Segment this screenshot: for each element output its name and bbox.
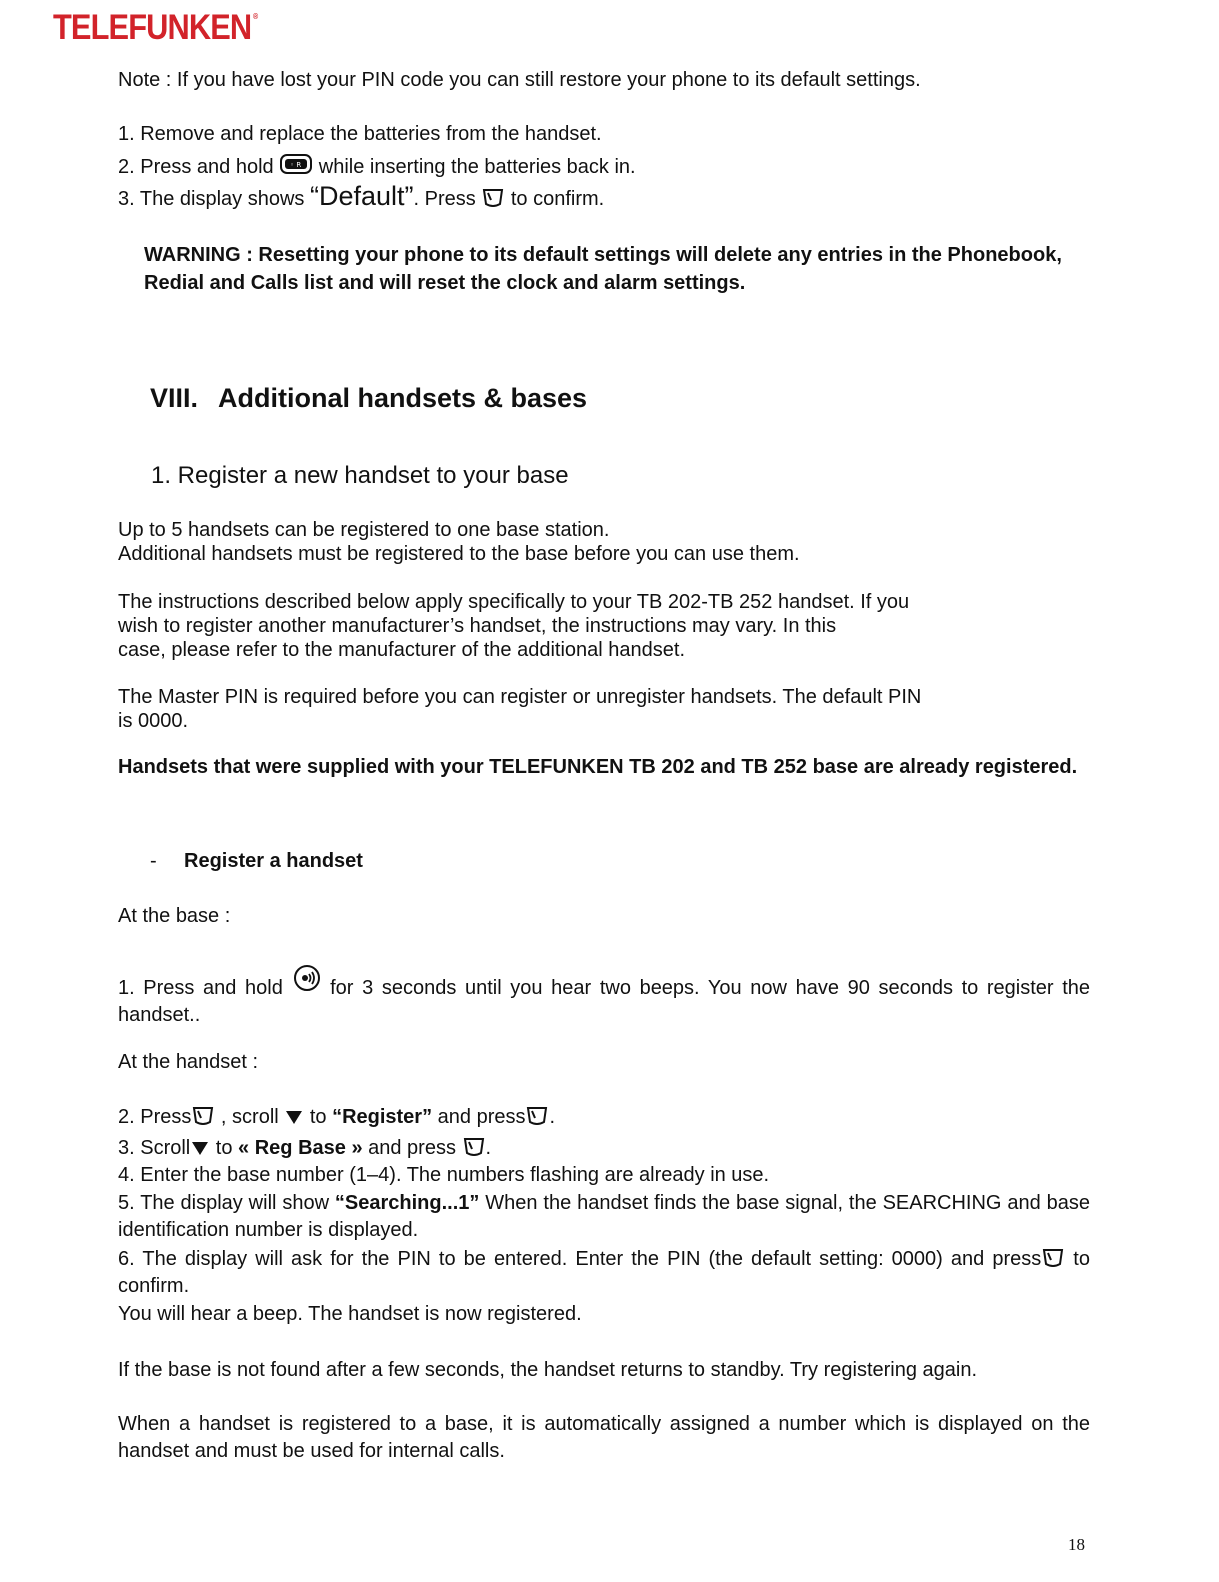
at-handset-label: At the handset : bbox=[118, 1051, 259, 1073]
ok-key-icon bbox=[191, 1105, 215, 1127]
handset-step-5: 5. The display will show “Searching...1” When the handset finds the base signal, the SEARCHING and base identification number is displayed. bbox=[118, 1192, 1090, 1241]
brand-logo: TELEFUNKEN ® bbox=[53, 8, 258, 47]
ok-key-icon bbox=[481, 187, 505, 209]
handset-step-6-result: You will hear a beep. The handset is now registered. bbox=[118, 1303, 582, 1325]
ok-key-icon bbox=[525, 1105, 549, 1127]
page-number: 18 bbox=[1068, 1535, 1085, 1554]
handset-step-6: 6. The display will ask for the PIN to be entered. Enter the PIN (the default setting: 0000) and press to confirm. bbox=[118, 1248, 1090, 1297]
handset-step-4: 4. Enter the base number (1–4). The numbers flashing are already in use. bbox=[118, 1164, 770, 1186]
intercom-key-icon bbox=[279, 153, 313, 177]
para1-line1: Up to 5 handsets can be registered to one base station. bbox=[118, 519, 610, 541]
subsection-title: 1. Register a new handset to your base bbox=[151, 462, 569, 489]
ok-key-icon bbox=[462, 1136, 486, 1158]
section-number: VIII. bbox=[150, 383, 199, 413]
reset-step-1: 1. Remove and replace the batteries from the handset. bbox=[118, 123, 602, 145]
para3-line1: The Master PIN is required before you can register or unregister handsets. The default PIN bbox=[118, 686, 922, 708]
paging-key-icon bbox=[292, 964, 322, 992]
reset-step-3: 3. The display shows “Default”. Press to confirm. bbox=[118, 181, 605, 211]
warning-line-2: Redial and Calls list and will reset the clock and alarm settings. bbox=[144, 272, 746, 294]
warning-line-1: WARNING : Resetting your phone to its default settings will delete any entries in the Phonebook, bbox=[144, 244, 1062, 266]
down-arrow-icon bbox=[190, 1140, 210, 1158]
note-text: Note : If you have lost your PIN code you can still restore your phone to its default settings. bbox=[118, 69, 921, 91]
supplied-note: Handsets that were supplied with your TELEFUNKEN TB 202 and TB 252 base are already registered. bbox=[118, 756, 1078, 778]
para2-line3: case, please refer to the manufacturer of the additional handset. bbox=[118, 639, 686, 661]
reset-step-2: 2. Press and hold ◦ R while inserting the batteries back in. bbox=[118, 153, 636, 179]
bullet-title: Register a handset bbox=[184, 850, 363, 872]
down-arrow-icon bbox=[284, 1109, 304, 1127]
para3-line2: is 0000. bbox=[118, 710, 189, 732]
para2-line2: wish to register another manufacturer’s handset, the instructions may vary. In this bbox=[118, 615, 837, 637]
para2-line1: The instructions described below apply specifically to your TB 202-TB 252 handset. If you bbox=[118, 591, 910, 613]
para1-line2: Additional handsets must be registered to the base before you can use them. bbox=[118, 543, 800, 565]
assigned-number-text: When a handset is registered to a base, it is automatically assigned a number which is displayed on the handset and must be used for internal calls. bbox=[118, 1413, 1090, 1462]
handset-step-3: 3. Scroll to « Reg Base » and press . bbox=[118, 1137, 492, 1159]
at-base-label: At the base : bbox=[118, 905, 231, 927]
svg-text:◦ R: ◦ R bbox=[290, 161, 302, 169]
handset-step-2: 2. Press , scroll to “Register” and press . bbox=[118, 1106, 556, 1128]
ok-key-icon bbox=[1041, 1247, 1065, 1269]
not-found-text: If the base is not found after a few seconds, the handset returns to standby. Try registering again. bbox=[118, 1359, 978, 1381]
bullet-dash: - bbox=[150, 850, 157, 872]
section-title: Additional handsets & bases bbox=[218, 383, 588, 413]
base-step-1: 1. Press and hold for 3 seconds until you hear two beeps. You now have 90 seconds to register the handset.. bbox=[118, 964, 1090, 1029]
